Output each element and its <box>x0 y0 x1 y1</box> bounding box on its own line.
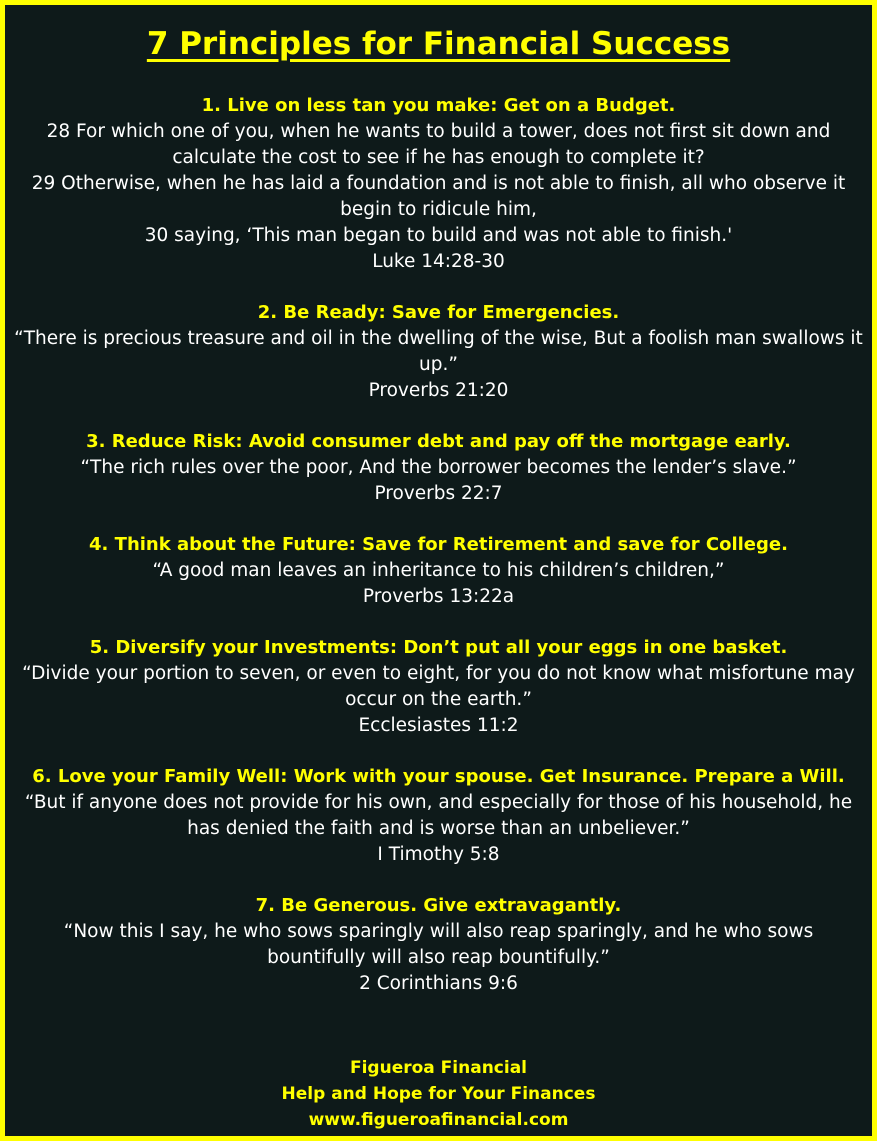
principles-list <box>13 93 864 1022</box>
principle-4 <box>13 532 864 610</box>
footer <box>5 1055 872 1133</box>
principle-heading: 1. Live on less tan you make: Get on a Budget. <box>201 95 676 116</box>
scripture-verse: “Divide your portion to seven, or even to eight, for you do not know what misfortune may occur on the earth.” <box>22 663 855 710</box>
scripture-reference: Proverbs 13:22a <box>362 586 515 607</box>
principle-1 <box>13 93 864 275</box>
principle-heading: 4. Think about the Future: Save for Retirement and save for College. <box>89 534 788 555</box>
principle-3 <box>13 429 864 507</box>
company-name: Figueroa Financial <box>349 1058 527 1078</box>
scripture-verse: 29 Otherwise, when he has laid a foundation and is not able to finish, all who observe it begin to ridicule him, <box>31 173 846 220</box>
principle-heading: 5. Diversify your Investments: Don’t put all your eggs in one basket. <box>89 637 788 658</box>
principle-6 <box>13 764 864 868</box>
principle-heading: 3. Reduce Risk: Avoid consumer debt and pay off the mortgage early. <box>86 431 791 452</box>
scripture-verse: 28 For which one of you, when he wants to build a tower, does not first sit down and calculate the cost to see if he has enough to complete it? <box>46 121 831 168</box>
principle-heading: 2. Be Ready: Save for Emergencies. <box>257 302 620 323</box>
scripture-reference: I Timothy 5:8 <box>377 844 500 865</box>
page-title: 7 Principles for Financial Success <box>146 26 731 62</box>
poster <box>5 5 872 1136</box>
principle-heading: 7. Be Generous. Give extravagantly. <box>255 895 622 916</box>
principle-heading: 6. Love your Family Well: Work with your spouse. Get Insurance. Prepare a Will. <box>32 766 845 787</box>
company-tagline: Help and Hope for Your Finances <box>281 1084 596 1104</box>
scripture-verse: 30 saying, ‘This man began to build and was not able to finish.' <box>144 225 733 246</box>
company-website: www.figueroafinancial.com <box>308 1110 569 1130</box>
principle-2 <box>13 300 864 404</box>
scripture-verse: “But if anyone does not provide for his own, and especially for those of his household, he has denied the faith and is worse than an unbeliever.” <box>24 792 853 839</box>
scripture-reference: Proverbs 22:7 <box>374 483 503 504</box>
scripture-verse: “There is precious treasure and oil in the dwelling of the wise, But a foolish man swallows it up.” <box>14 328 863 375</box>
principle-7 <box>13 893 864 997</box>
scripture-reference: 2 Corinthians 9:6 <box>359 973 518 994</box>
scripture-verse: “Now this I say, he who sows sparingly will also reap sparingly, and he who sows bountifully will also reap bountifully.” <box>63 921 814 968</box>
scripture-verse: “A good man leaves an inheritance to his children’s children,” <box>152 560 725 581</box>
scripture-reference: Ecclesiastes 11:2 <box>358 715 519 736</box>
scripture-verse: “The rich rules over the poor, And the borrower becomes the lender’s slave.” <box>80 457 797 478</box>
principle-5 <box>13 635 864 739</box>
scripture-reference: Proverbs 21:20 <box>368 380 509 401</box>
scripture-reference: Luke 14:28-30 <box>372 251 505 272</box>
